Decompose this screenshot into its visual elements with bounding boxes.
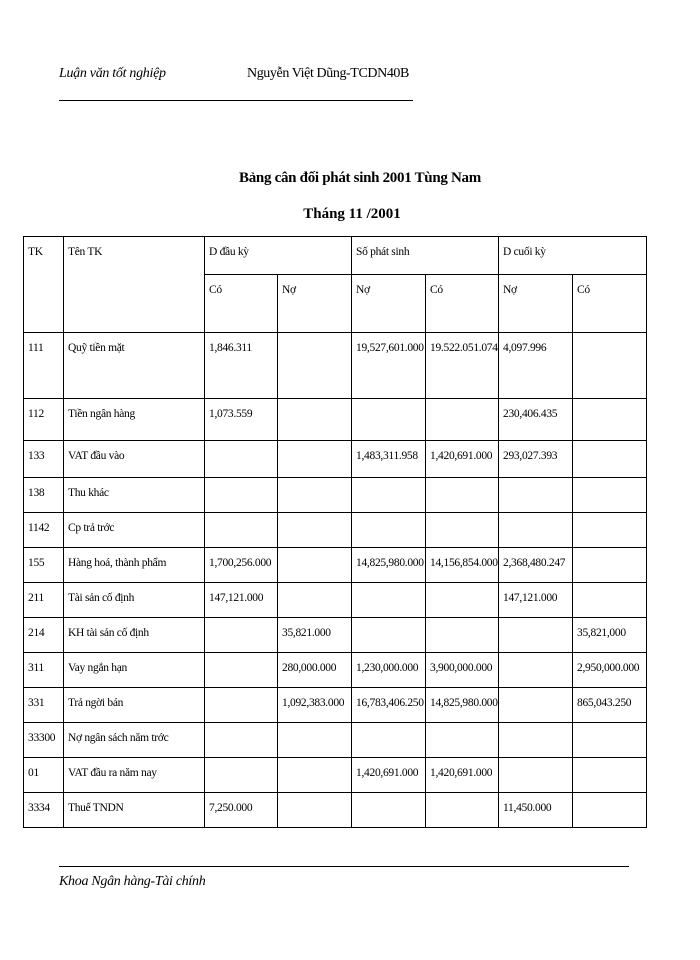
cell-value: 14,825,980.000 <box>352 548 426 583</box>
cell-value: 147,121.000 <box>205 583 278 618</box>
table-row <box>24 793 647 828</box>
table-header-row <box>24 237 647 275</box>
cell-value <box>352 618 426 653</box>
table-row <box>24 618 647 653</box>
cell-value <box>205 513 278 548</box>
cell-value <box>426 513 499 548</box>
cell-value <box>352 478 426 513</box>
cell-value <box>278 513 352 548</box>
cell-value <box>205 441 278 478</box>
cell-value <box>426 793 499 828</box>
cell-value: 19,527,601.000 <box>352 333 426 399</box>
table-row <box>24 688 647 723</box>
table-row <box>24 723 647 758</box>
cell-value <box>573 723 647 758</box>
cell-value <box>426 478 499 513</box>
cell-value: 865,043.250 <box>573 688 647 723</box>
cell-value <box>205 653 278 688</box>
cell-value: 16,783,406.250 <box>352 688 426 723</box>
cell-value <box>573 478 647 513</box>
subheader-cell: Có <box>205 275 278 333</box>
cell-value <box>573 513 647 548</box>
cell-value <box>352 583 426 618</box>
cell-name: Cp trả trớc <box>64 513 205 548</box>
subheader-cell: Có <box>573 275 647 333</box>
cell-value <box>499 688 573 723</box>
footer-department: Khoa Ngân hàng-Tài chính <box>59 874 206 889</box>
cell-value: 1,230,000.000 <box>352 653 426 688</box>
cell-value: 147,121.000 <box>499 583 573 618</box>
cell-value: 1,420,691.000 <box>352 758 426 793</box>
table-row <box>24 441 647 478</box>
cell-value <box>278 333 352 399</box>
cell-name: Hàng hoá, thành phẩm <box>64 548 205 583</box>
document-subtitle: Tháng 11 /2001 <box>303 206 401 222</box>
cell-value <box>573 793 647 828</box>
cell-name: Tài sản cố định <box>64 583 205 618</box>
cell-value: 1,420,691.000 <box>426 441 499 478</box>
cell-value <box>499 478 573 513</box>
cell-value <box>278 399 352 441</box>
subheader-cell: Có <box>426 275 499 333</box>
cell-tk: 214 <box>24 618 64 653</box>
cell-value <box>352 399 426 441</box>
cell-name: VAT đầu ra năm nay <box>64 758 205 793</box>
cell-value <box>499 653 573 688</box>
header-closing-balance: D cuối kỳ <box>499 237 647 275</box>
table-row <box>24 513 647 548</box>
document-title: Bảng cân đối phát sinh 2001 Tùng Nam <box>239 170 481 186</box>
cell-value: 2,368,480.247 <box>499 548 573 583</box>
cell-name: Vay ngắn hạn <box>64 653 205 688</box>
cell-value <box>205 723 278 758</box>
cell-value: 11,450.000 <box>499 793 573 828</box>
cell-tk: 111 <box>24 333 64 399</box>
cell-value <box>426 618 499 653</box>
cell-value: 230,406.435 <box>499 399 573 441</box>
table-row <box>24 399 647 441</box>
cell-name: Tiền ngân hàng <box>64 399 205 441</box>
cell-tk: 01 <box>24 758 64 793</box>
subheader-cell: Nợ <box>352 275 426 333</box>
header-divider <box>59 100 413 101</box>
cell-value: 1,092,383.000 <box>278 688 352 723</box>
cell-value: 7,250.000 <box>205 793 278 828</box>
cell-value <box>352 513 426 548</box>
cell-tk: 311 <box>24 653 64 688</box>
cell-value <box>278 478 352 513</box>
header-tk: TK <box>24 237 64 333</box>
cell-value <box>573 548 647 583</box>
cell-name: Thuế TNDN <box>64 793 205 828</box>
cell-value <box>499 513 573 548</box>
cell-value <box>499 758 573 793</box>
cell-value: 14,825,980.000 <box>426 688 499 723</box>
cell-name: Quỹ tiền mặt <box>64 333 205 399</box>
cell-tk: 112 <box>24 399 64 441</box>
table-row <box>24 478 647 513</box>
cell-tk: 33300 <box>24 723 64 758</box>
cell-value: 19.522.051.074 <box>426 333 499 399</box>
table-row <box>24 583 647 618</box>
cell-value: 1,073.559 <box>205 399 278 441</box>
footer-divider <box>59 866 629 867</box>
cell-name: KH tài sản cố định <box>64 618 205 653</box>
header-transactions: Số phát sinh <box>352 237 499 275</box>
cell-value <box>278 441 352 478</box>
cell-value <box>573 333 647 399</box>
cell-value <box>573 758 647 793</box>
cell-name: Nợ ngân sách năm trớc <box>64 723 205 758</box>
cell-value <box>278 723 352 758</box>
cell-name: Thu khác <box>64 478 205 513</box>
cell-value: 1,700,256.000 <box>205 548 278 583</box>
cell-value <box>426 583 499 618</box>
cell-value <box>573 583 647 618</box>
cell-value: 280,000.000 <box>278 653 352 688</box>
cell-tk: 331 <box>24 688 64 723</box>
cell-value <box>278 758 352 793</box>
cell-tk: 133 <box>24 441 64 478</box>
cell-tk: 211 <box>24 583 64 618</box>
header-author: Nguyễn Việt Dũng-TCDN40B <box>247 66 409 81</box>
table-row <box>24 548 647 583</box>
header-thesis-label: Luận văn tốt nghiệp <box>59 66 166 81</box>
subheader-cell: Nợ <box>499 275 573 333</box>
cell-value <box>573 399 647 441</box>
cell-value <box>205 478 278 513</box>
cell-value: 2,950,000.000 <box>573 653 647 688</box>
cell-value <box>573 441 647 478</box>
cell-name: VAT đầu vào <box>64 441 205 478</box>
cell-tk: 1142 <box>24 513 64 548</box>
cell-value <box>278 548 352 583</box>
cell-tk: 155 <box>24 548 64 583</box>
cell-value: 35,821,000 <box>573 618 647 653</box>
cell-value <box>205 758 278 793</box>
header-opening-balance: D đầu kỳ <box>205 237 352 275</box>
cell-value <box>426 399 499 441</box>
cell-value <box>278 793 352 828</box>
cell-value <box>352 723 426 758</box>
cell-name: Trả ngời bán <box>64 688 205 723</box>
cell-value: 14,156,854.000 <box>426 548 499 583</box>
cell-tk: 3334 <box>24 793 64 828</box>
cell-value <box>499 723 573 758</box>
cell-value: 35,821.000 <box>278 618 352 653</box>
cell-value <box>499 618 573 653</box>
cell-value: 4,097.996 <box>499 333 573 399</box>
cell-value <box>205 688 278 723</box>
balance-table <box>23 236 647 828</box>
cell-value: 293,027.393 <box>499 441 573 478</box>
cell-tk: 138 <box>24 478 64 513</box>
table-row <box>24 758 647 793</box>
cell-value <box>278 583 352 618</box>
cell-value: 3,900,000.000 <box>426 653 499 688</box>
cell-value: 1,483,311.958 <box>352 441 426 478</box>
table-row <box>24 653 647 688</box>
cell-value: 1,846.311 <box>205 333 278 399</box>
cell-value <box>426 723 499 758</box>
cell-value <box>205 618 278 653</box>
cell-value <box>352 793 426 828</box>
cell-value: 1,420,691.000 <box>426 758 499 793</box>
subheader-cell: Nợ <box>278 275 352 333</box>
header-account-name: Tên TK <box>64 237 205 333</box>
table-row <box>24 333 647 399</box>
